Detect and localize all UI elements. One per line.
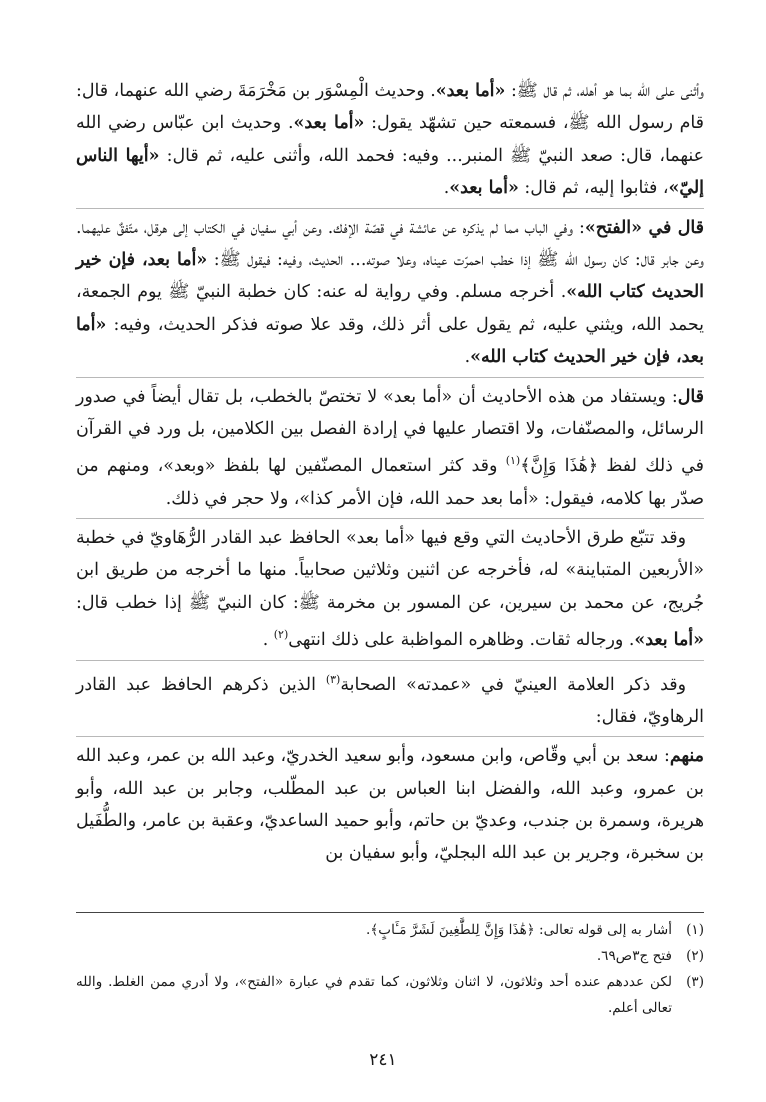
- main-text: [76, 72, 704, 873]
- bold-phrase: «أما بعد، فإن خير الحديث كتاب الله»: [76, 250, 704, 303]
- paragraph: [76, 518, 704, 659]
- text-segment: : ويستفاد من هذه الأحاديث أن «أما بعد» لا تختصّ بالخطب، بل تقال أيضاً في صدور الرسائل، والمصنّفات، ولا اقتصار عليها في إرادة الفصل بين الكلامين، بل ورد في القرآن في ذلك لفظ ﴿هَٰذَا وَإِنَّ﴾: [76, 386, 704, 477]
- bold-phrase: «أما بعد، فإن خير الحديث كتاب الله»: [76, 314, 704, 368]
- text-segment: . وحديث الْمِسْوَر بن مَخْرَمَةَ رضي الله عنهما، قال: قام رسول الله ﷺ، فسمعته حين تشهّد يقول:: [76, 81, 704, 134]
- footnote: [76, 969, 704, 1021]
- text-segment: وأثنى على الله بما هو أهله، ثم قال ﷺ:: [505, 81, 704, 101]
- footnote-text: فتح ج٣ص٦٩.: [596, 948, 672, 964]
- footnotes: [76, 912, 704, 1021]
- text-segment: وقد تتبّع طرق الأحاديث التي وقع فيها «أما بعد» الحافظ عبد القادر الرُّهَاويّ في خطبة «الأربعين المتباينة» له، فأخرجه عن اثنين وثلاثين صحابياً. منها ما أخرجه من طريق ابن جُريج، عن محمد بن سيرين، عن المسور بن مخرمة ﷺ: كان النبيّ ﷺ إذا خطب قال:: [76, 528, 704, 613]
- bold-phrase: «أما بعد»: [449, 178, 519, 199]
- page-number: ٢٤١: [369, 1050, 397, 1070]
- bold-phrase: «أيها الناس إليّ»: [76, 145, 704, 199]
- paragraph: [76, 208, 704, 377]
- bold-phrase: قال في «الفتح»: [584, 217, 704, 238]
- footnote-reference: (١): [505, 454, 521, 468]
- text-segment: . أخرجه مسلم. وفي رواية له عنه: كان خطبة النبيّ ﷺ يوم الجمعة، يحمد الله، ويثني عليه، ثم يقول على أثر ذلك، وقد علا صوته فذكر الحديث، وفيه:: [76, 282, 704, 335]
- text-segment: .: [464, 347, 471, 368]
- text-segment: .: [443, 178, 450, 199]
- footnote: [76, 943, 704, 969]
- footnote-number: (١): [686, 922, 704, 938]
- paragraph: [76, 377, 704, 518]
- paragraph: [76, 660, 704, 737]
- text-segment: وقد ذكر العلامة العينيّ في «عمدته» الصحابة: [340, 674, 686, 695]
- footnote-text: لكن عددهم عنده أحد وثلاثون، لا اثنان وثلاثون، كما تقدم في عبارة «الفتح»، ولا أدري ممن الغلط. والله تعالى أعلم.: [76, 974, 672, 1016]
- footnote-reference: (٣): [325, 672, 341, 686]
- text-segment: . وحديث ابن عبّاس رضي الله عنهما، قال: صعد النبيّ ﷺ المنبر... وفيه: فحمد الله، وأثنى عليه، ثم قال:: [76, 113, 704, 166]
- text-segment: وقد كثر استعمال المصنّفين لها بلفظ «وبعد»، ومنهم من صدّر بها كلامه، فيقول: «أما بعد حمد الله، فإن الأمر كذا»، ولا حجر في ذلك.: [76, 456, 704, 509]
- bold-phrase: قال: [677, 386, 704, 407]
- bold-phrase: منهم: [669, 746, 704, 767]
- text-segment: : سعد بن أبي وقّاص، وابن مسعود، وأبو سعيد الخدريّ، وعبد الله بن عمر، وعبد الله بن عمرو، وعبد الله، والفضل ابنا العباس بن عبد المطّلب، وجابر بن عبد الله، وأبو هريرة، وسمرة بن جندب، وعديّ بن حاتم، وأبو حميد الساعديّ، وعقبة بن عامر، والطُّفَيل بن سخبرة، وجرير بن عبد الله البجليّ، وأبو سفيان بن: [76, 746, 704, 864]
- footnote: [76, 917, 704, 943]
- footnote-number: (٣): [686, 974, 704, 990]
- footnote-text: أشار به إلى قوله تعالى: ﴿هَٰذَا وَإِنَّ لِلطَّٰغِينَ لَشَرَّ مَـَٔابٍ﴾.: [366, 922, 672, 938]
- bold-phrase: «أما بعد»: [293, 113, 365, 134]
- text-segment: .: [262, 630, 274, 651]
- bold-phrase: «أما بعد»: [435, 81, 506, 101]
- text-segment: ، فثابوا إليه، ثم قال:: [518, 178, 669, 199]
- text-segment: . ورجاله ثقات. وظاهره المواظبة على ذلك انتهى: [288, 630, 635, 651]
- footnote-reference: (٢): [273, 628, 289, 642]
- text-segment: الذين ذكرهم الحافظ عبد القادر الرهاويّ، فقال:: [76, 674, 704, 727]
- paragraph: [76, 72, 704, 208]
- footnote-number: (٢): [686, 948, 704, 964]
- text-segment: : وفي الباب مما لم يذكره عن عائشة في قصّة الإفك. وعن أبي سفيان في الكتاب إلى هرقل، متّفقٌ عليهما. وعن جابر قال: كان رسول الله ﷺ إذا خطب احمرّت عيناه، وعلا صوته... الحديث، وفيه: فيقول ﷺ:: [76, 217, 704, 271]
- paragraph: [76, 736, 704, 873]
- bold-phrase: «أما بعد»: [634, 630, 704, 651]
